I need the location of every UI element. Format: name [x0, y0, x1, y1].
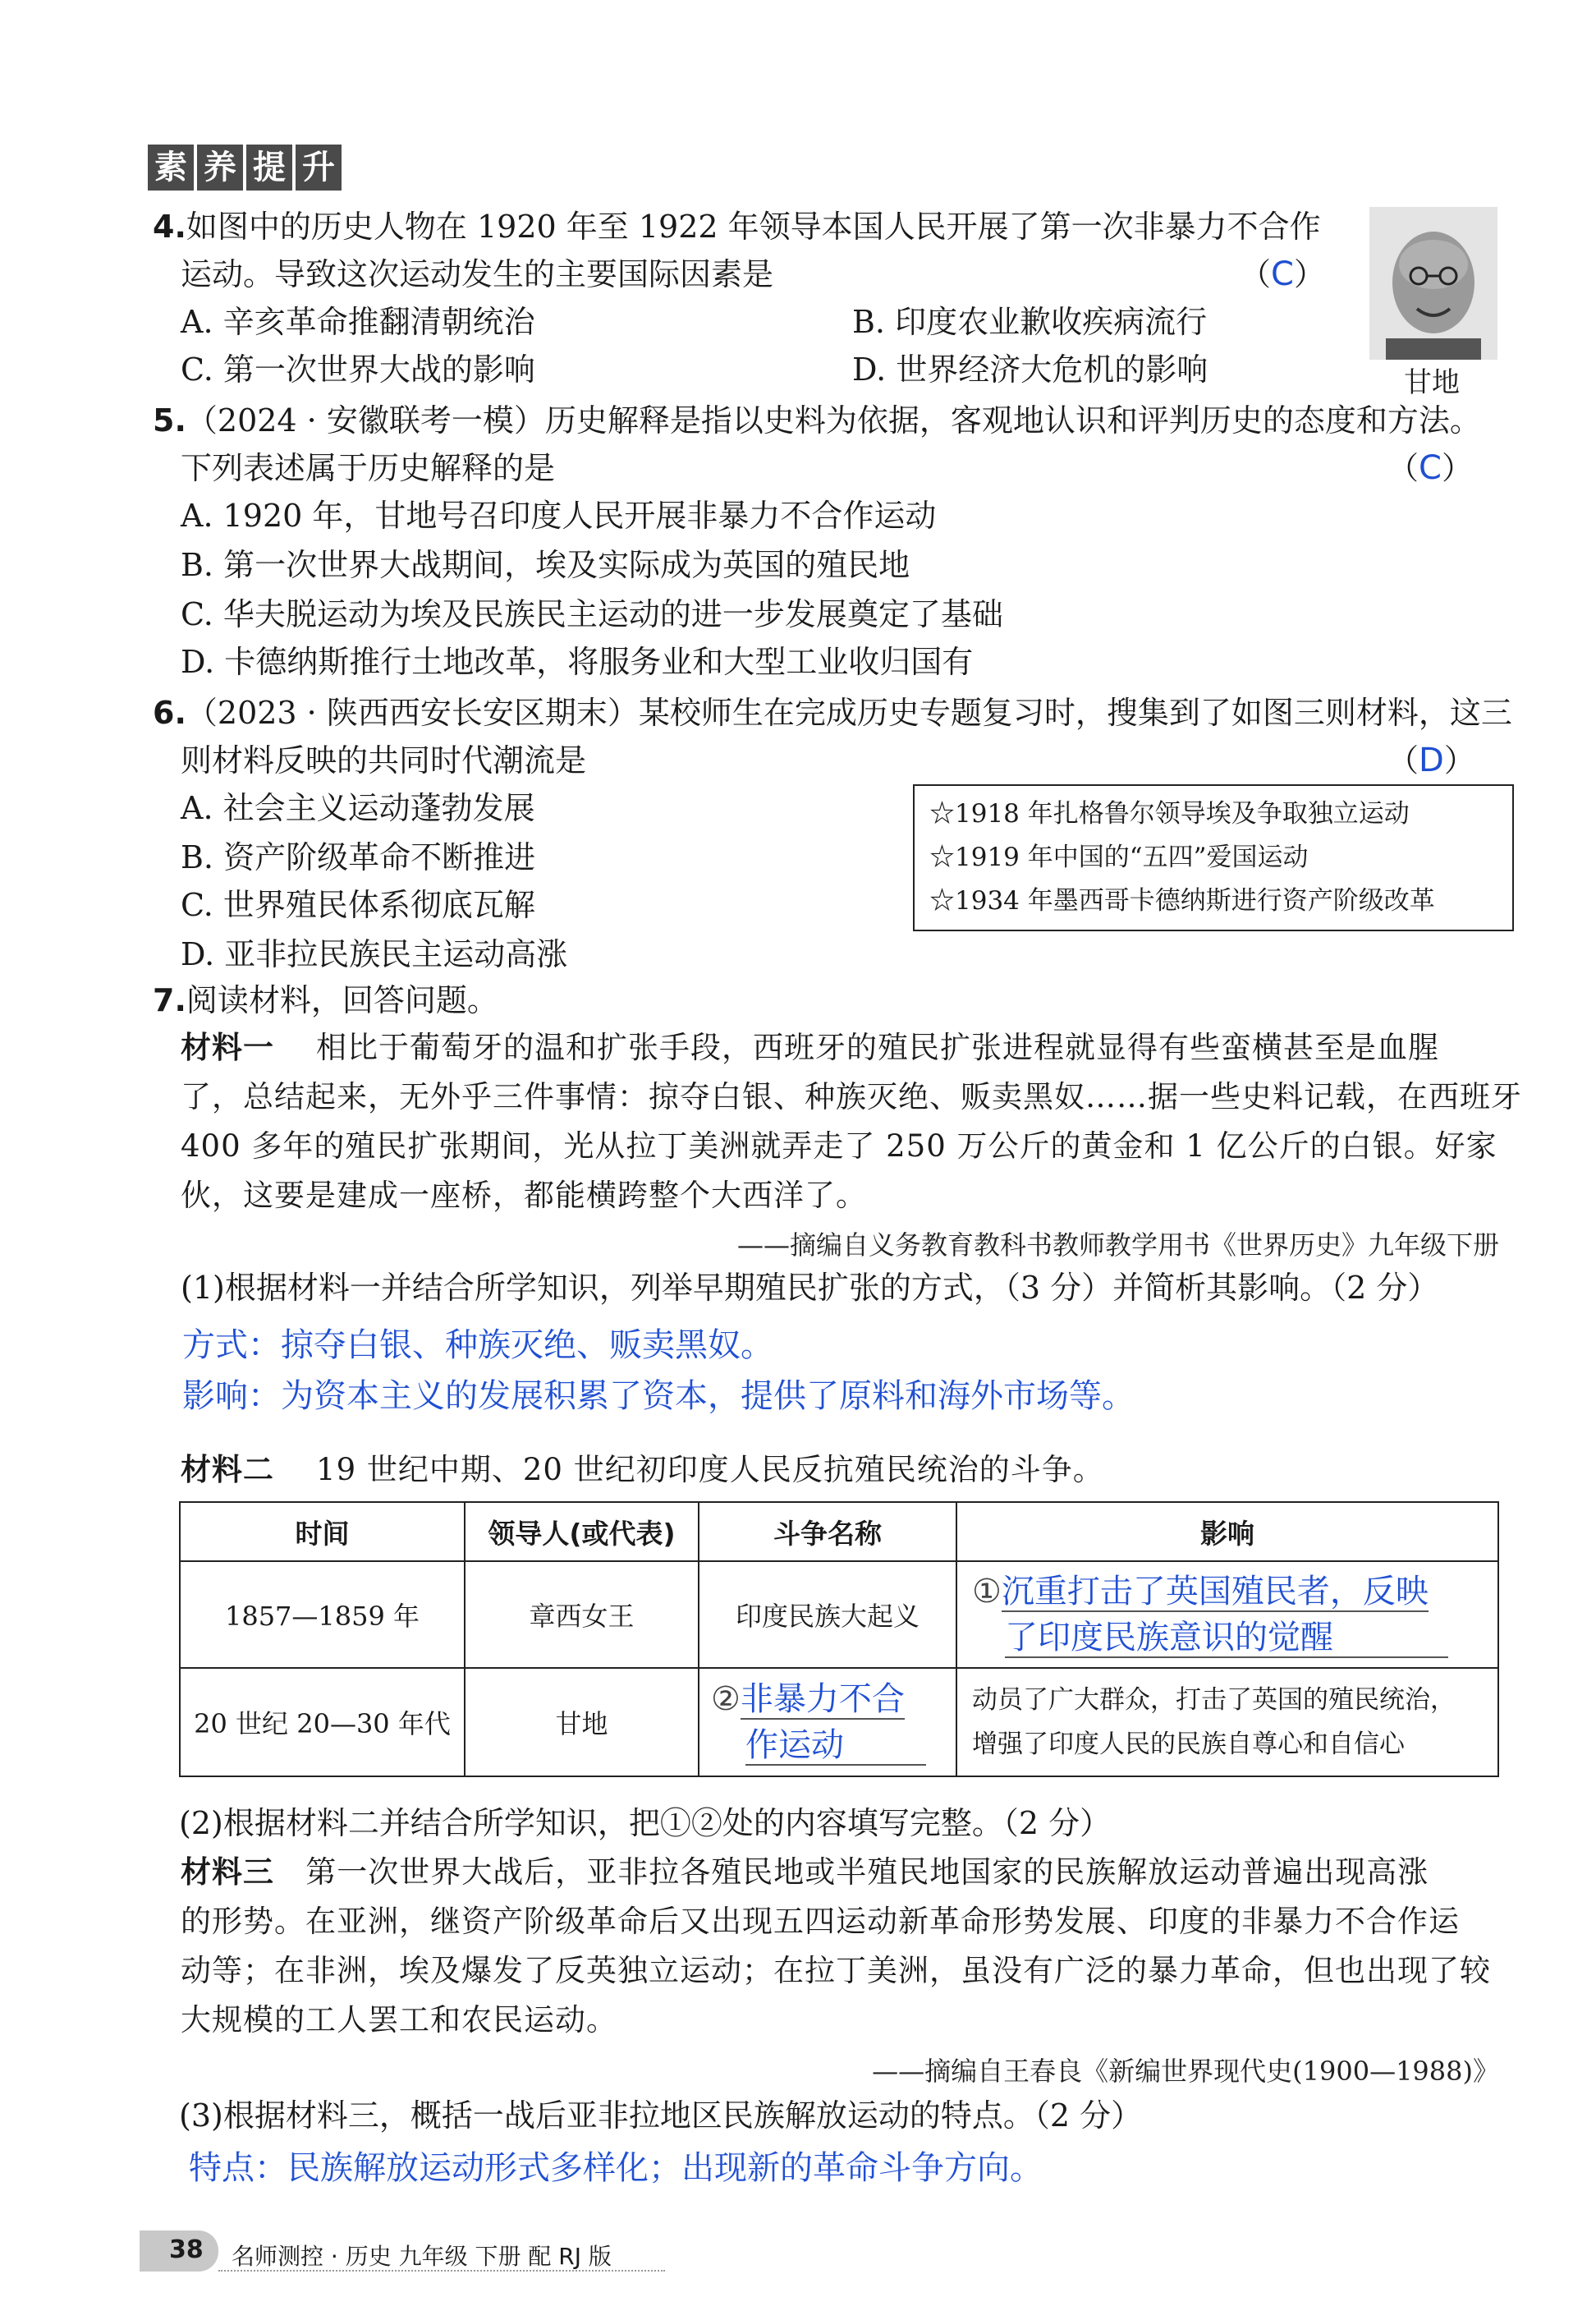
q5-answer-paren	[1387, 445, 1473, 491]
badge-char: 素	[148, 145, 194, 191]
name-answer-text: 作运动	[745, 1726, 926, 1766]
footer	[140, 2230, 673, 2272]
material-2-text: 19 世纪中期、20 世纪初印度人民反抗殖民统治的斗争。	[316, 1452, 1104, 1487]
paren-close: ）	[1443, 742, 1475, 779]
table-cell-name: 印度民族大起义	[699, 1561, 956, 1668]
material-3-line: 大规模的工人罢工和农民运动。	[181, 2002, 617, 2037]
q6-option-b: B. 资产阶级革命不断推进	[181, 839, 536, 875]
q7-stem-text: 阅读材料，回答问题。	[186, 982, 498, 1018]
badge-char: 升	[296, 145, 342, 191]
paren-open: （	[1387, 742, 1419, 779]
sub-question-2: (2)根据材料二并结合所学知识，把①②处的内容填写完整。（2 分）	[179, 1805, 1112, 1841]
q6-answer-paren	[1387, 737, 1475, 783]
page-number: 38	[169, 2235, 204, 2264]
material-2-line	[181, 1445, 1104, 1495]
q4-option-b: B. 印度农业歉收疾病流行	[852, 304, 1208, 340]
material-3-line: 动等；在非洲，埃及爆发了反英独立运动；在拉丁美洲，虽没有广泛的暴力革命，但也出现了较	[181, 1953, 1491, 1988]
q6-stem-1: （2023 · 陕西西安长安区期末）某校师生在完成历史专题复习时，搜集到了如图三则材料，这三	[186, 695, 1512, 731]
impact-text: 增强了印度人民的民族自尊心和自信心	[972, 1730, 1405, 1759]
material-1-source: ——摘编自义务教育教科书教师教学用书《世界历史》九年级下册	[736, 1229, 1499, 1261]
q6-option-d: D. 亚非拉民族民主运动高涨	[181, 936, 568, 972]
gandhi-portrait	[1369, 207, 1497, 360]
q6-answer: D	[1419, 742, 1444, 779]
table-cell-leader: 章西女王	[465, 1561, 699, 1668]
badge-char: 提	[246, 145, 292, 191]
table-cell-leader: 甘地	[465, 1668, 699, 1776]
badge-char: 养	[197, 145, 243, 191]
table-header: 斗争名称	[699, 1502, 956, 1561]
material-3-source: ——摘编自王春良《新编世界现代史(1900—1988)》	[872, 2056, 1499, 2087]
name-answer-line	[711, 1722, 956, 1768]
q4-answer: C	[1271, 255, 1294, 293]
sub-question-3: (3)根据材料三，概括一战后亚非拉地区民族解放运动的特点。（2 分）	[179, 2097, 1143, 2134]
q6-number: 6.	[153, 695, 186, 731]
material-1-text: 相比于葡萄牙的温和扩张手段，西班牙的殖民扩张进程就显得有些蛮横甚至是血腥	[316, 1030, 1440, 1065]
impact-answer-text: 沉重打击了英国殖民者，反映	[1001, 1573, 1429, 1610]
q5-answer: C	[1419, 449, 1442, 487]
material-2-label: 材料二	[181, 1452, 274, 1487]
impact-answer-line	[972, 1615, 1497, 1661]
material-1-line: 400 多年的殖民扩张期间，光从拉丁美洲就弄走了 250 万公斤的黄金和 1 亿公斤的白银。好家	[181, 1128, 1497, 1164]
q6-option-c: C. 世界殖民体系彻底瓦解	[181, 887, 535, 923]
paren-open: （	[1240, 256, 1272, 292]
circled-marker-1: ①	[972, 1573, 1002, 1610]
material-3-line: 的形势。在亚洲，继资产阶级革命后又出现五四运动新革命形势发展、印度的非暴力不合作运	[181, 1904, 1460, 1939]
impact-text: 动员了广大群众，打击了英国的殖民统治，	[972, 1685, 1456, 1715]
answer-3: 特点：民族解放运动形式多样化；出现新的革命斗争方向。	[189, 2149, 1043, 2187]
table-row	[180, 1561, 1498, 1668]
q4-answer-paren	[1240, 251, 1325, 297]
q7-number: 7.	[153, 982, 186, 1018]
q5-option-d: D. 卡德纳斯推行土地改革，将服务业和大型工业收归国有	[181, 644, 974, 680]
q5-line2: 下列表述属于历史解释的是	[181, 450, 556, 486]
impact-answer-line	[972, 1569, 1497, 1615]
material-1-line: 伙，这要是建成一座桥，都能横跨整个大西洋了。	[181, 1178, 867, 1213]
q6-box-item: ☆1918 年扎格鲁尔领导埃及争取独立运动	[929, 799, 1410, 829]
q6-line2: 则材料反映的共同时代潮流是	[181, 742, 587, 779]
q4-option-a: A. 辛亥革命推翻清朝统治	[181, 304, 535, 340]
material-1-line	[181, 1023, 1439, 1073]
answer-1-impact: 影响：为资本主义的发展积累了资本，提供了原料和海外市场等。	[182, 1377, 1135, 1415]
q5-option-b: B. 第一次世界大战期间，埃及实际成为英国的殖民地	[181, 547, 910, 583]
q5-line1	[153, 397, 1481, 443]
paren-close: ）	[1441, 450, 1473, 486]
q4-number: 4.	[153, 209, 186, 245]
table-cell-impact-answer	[956, 1561, 1498, 1668]
q4-option-d: D. 世界经济大危机的影响	[852, 351, 1208, 388]
table-cell-time: 1857—1859 年	[180, 1561, 465, 1668]
q5-number: 5.	[153, 402, 186, 439]
material-1-label: 材料一	[181, 1030, 274, 1065]
q6-material-box	[913, 784, 1514, 931]
table-header: 时间	[180, 1502, 465, 1561]
q6-box-item: ☆1934 年墨西哥卡德纳斯进行资产阶级改革	[929, 886, 1435, 916]
paren-open: （	[1387, 450, 1419, 486]
q6-option-a: A. 社会主义运动蓬勃发展	[181, 790, 535, 826]
footer-divider	[218, 2270, 665, 2272]
table-row	[180, 1668, 1498, 1776]
q6-line1	[153, 690, 1512, 736]
table-header-row	[180, 1502, 1498, 1561]
table-header: 影响	[956, 1502, 1498, 1561]
impact-answer-text: 了印度民族意识的觉醒	[1005, 1619, 1448, 1658]
material-3-line	[181, 1848, 1429, 1897]
name-answer-text: 非暴力不合	[740, 1680, 905, 1718]
table-cell-name-answer	[699, 1668, 956, 1776]
name-answer-line	[711, 1676, 956, 1722]
table-cell-impact	[956, 1668, 1498, 1776]
answer-1-methods: 方式：掠夺白银、种族灭绝、贩卖黑奴。	[182, 1326, 773, 1364]
q4-stem-1: 如图中的历史人物在 1920 年至 1922 年领导本国人民开展了第一次非暴力不合作	[186, 209, 1321, 245]
portrait-image	[1369, 207, 1497, 360]
q5-option-a: A. 1920 年，甘地号召印度人民开展非暴力不合作运动	[181, 498, 937, 534]
q7-stem	[153, 977, 498, 1023]
footer-text: 名师测控 · 历史 九年级 下册 配 RJ 版	[232, 2243, 612, 2270]
section-badge	[148, 145, 345, 191]
circled-marker-2: ②	[711, 1680, 741, 1718]
q4-line1	[153, 204, 1321, 250]
paren-close: ）	[1293, 256, 1325, 292]
q4-line2: 运动。导致这次运动发生的主要国际因素是	[181, 256, 774, 292]
sub-question-1: (1)根据材料一并结合所学知识，列举早期殖民扩张的方式，（3 分）并简析其影响。（2 分）	[181, 1270, 1439, 1306]
material-2-table	[179, 1501, 1499, 1777]
table-cell-time: 20 世纪 20—30 年代	[180, 1668, 465, 1776]
material-1-line: 了，总结起来，无外乎三件事情：掠夺白银、种族灭绝、贩卖黑奴……据一些史料记载，在西班牙	[181, 1079, 1522, 1114]
q6-box-item: ☆1919 年中国的“五四”爱国运动	[929, 843, 1309, 872]
material-3-text: 第一次世界大战后，亚非拉各殖民地或半殖民地国家的民族解放运动普遍出现高涨	[305, 1854, 1429, 1890]
q5-stem-1: （2024 · 安徽联考一模）历史解释是指以史料为依据，客观地认识和评判历史的态度和方法。	[186, 402, 1481, 439]
q4-option-c: C. 第一次世界大战的影响	[181, 351, 535, 388]
material-3-label: 材料三	[181, 1854, 274, 1890]
table-header: 领导人(或代表)	[465, 1502, 699, 1561]
portrait-caption: 甘地	[1404, 366, 1460, 399]
q5-option-c: C. 华夫脱运动为埃及民族民主运动的进一步发展奠定了基础	[181, 596, 1003, 632]
